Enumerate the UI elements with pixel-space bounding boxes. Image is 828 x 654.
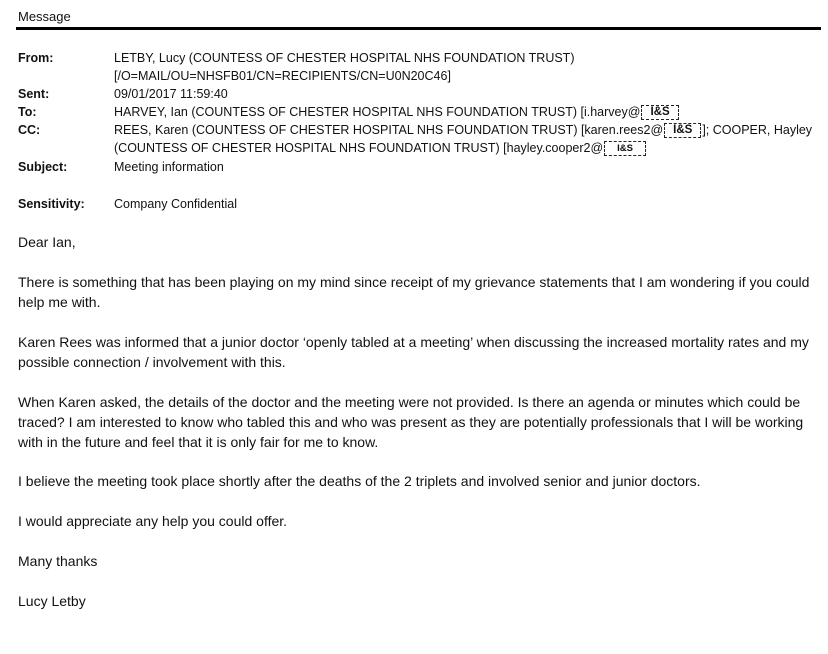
to-value <box>114 103 819 121</box>
subject-label: Subject: <box>18 160 68 174</box>
cc-recipient-2: (COUNTESS OF CHESTER HOSPITAL NHS FOUNDATION TRUST) [hayley.cooper2@ <box>114 141 604 155</box>
from-row <box>18 49 822 85</box>
from-value <box>114 49 819 85</box>
paragraph-3: When Karen asked, the details of the doctor and the meeting were not provided. Is there an agenda or minutes which could be traced? I am interested to know who tabled this and who was present as they are potentially professionals that I will be working with in the future and feel that it is only fair for me to know. <box>18 394 804 450</box>
from-name: LETBY, Lucy (COUNTESS OF CHESTER HOSPITAL NHS FOUNDATION TRUST) <box>114 51 575 65</box>
paragraph-1: There is something that has been playing on my mind since receipt of my grievance statements that I am wondering if you could help me with. <box>18 274 810 310</box>
subject-value: Meeting information <box>114 160 224 174</box>
paragraph-4: I believe the meeting took place shortly after the deaths of the 2 triplets and involved senior and junior doctors. <box>18 473 701 489</box>
paragraph-5: I would appreciate any help you could offer. <box>18 513 288 529</box>
signature: Lucy Letby <box>18 593 86 609</box>
cc-recipient-1: REES, Karen (COUNTESS OF CHESTER HOSPITAL NHS FOUNDATION TRUST) [karen.rees2@ <box>114 123 664 137</box>
greeting: Dear Ian, <box>18 234 76 250</box>
redaction-box: I&S <box>604 141 646 156</box>
paragraph-2: Karen Rees was informed that a junior doctor ‘openly tabled at a meeting’ when discussing the increased mortality rates and my possible connection / involvement with this. <box>18 334 809 370</box>
to-row <box>18 103 822 121</box>
redaction-box: I&S <box>641 105 678 120</box>
header-divider <box>16 27 821 30</box>
to-label: To: <box>18 105 37 119</box>
sent-value: 09/01/2017 11:59:40 <box>114 87 228 101</box>
sensitivity-row <box>18 195 822 213</box>
cc-label: CC: <box>18 123 41 137</box>
sensitivity-value: Company Confidential <box>114 197 237 211</box>
closing: Many thanks <box>18 553 98 569</box>
redaction-box: I&S <box>664 123 701 138</box>
sent-label: Sent: <box>18 87 50 101</box>
cc-line-2 <box>114 139 819 157</box>
to-recipient: HARVEY, Ian (COUNTESS OF CHESTER HOSPITAL NHS FOUNDATION TRUST) [i.harvey@ <box>114 105 641 119</box>
cc-line-1 <box>114 121 819 139</box>
cc-recipient-2-start: ]; COOPER, Hayley <box>702 123 813 137</box>
cc-value <box>114 121 819 157</box>
from-address: [/O=MAIL/OU=NHSFB01/CN=RECIPIENTS/CN=U0N20C46] <box>114 69 451 83</box>
message-title: Message <box>18 9 71 24</box>
subject-row <box>18 158 822 176</box>
from-label: From: <box>18 51 54 65</box>
sent-row <box>18 85 822 103</box>
cc-row <box>18 121 822 157</box>
sensitivity-label: Sensitivity: <box>18 197 85 211</box>
